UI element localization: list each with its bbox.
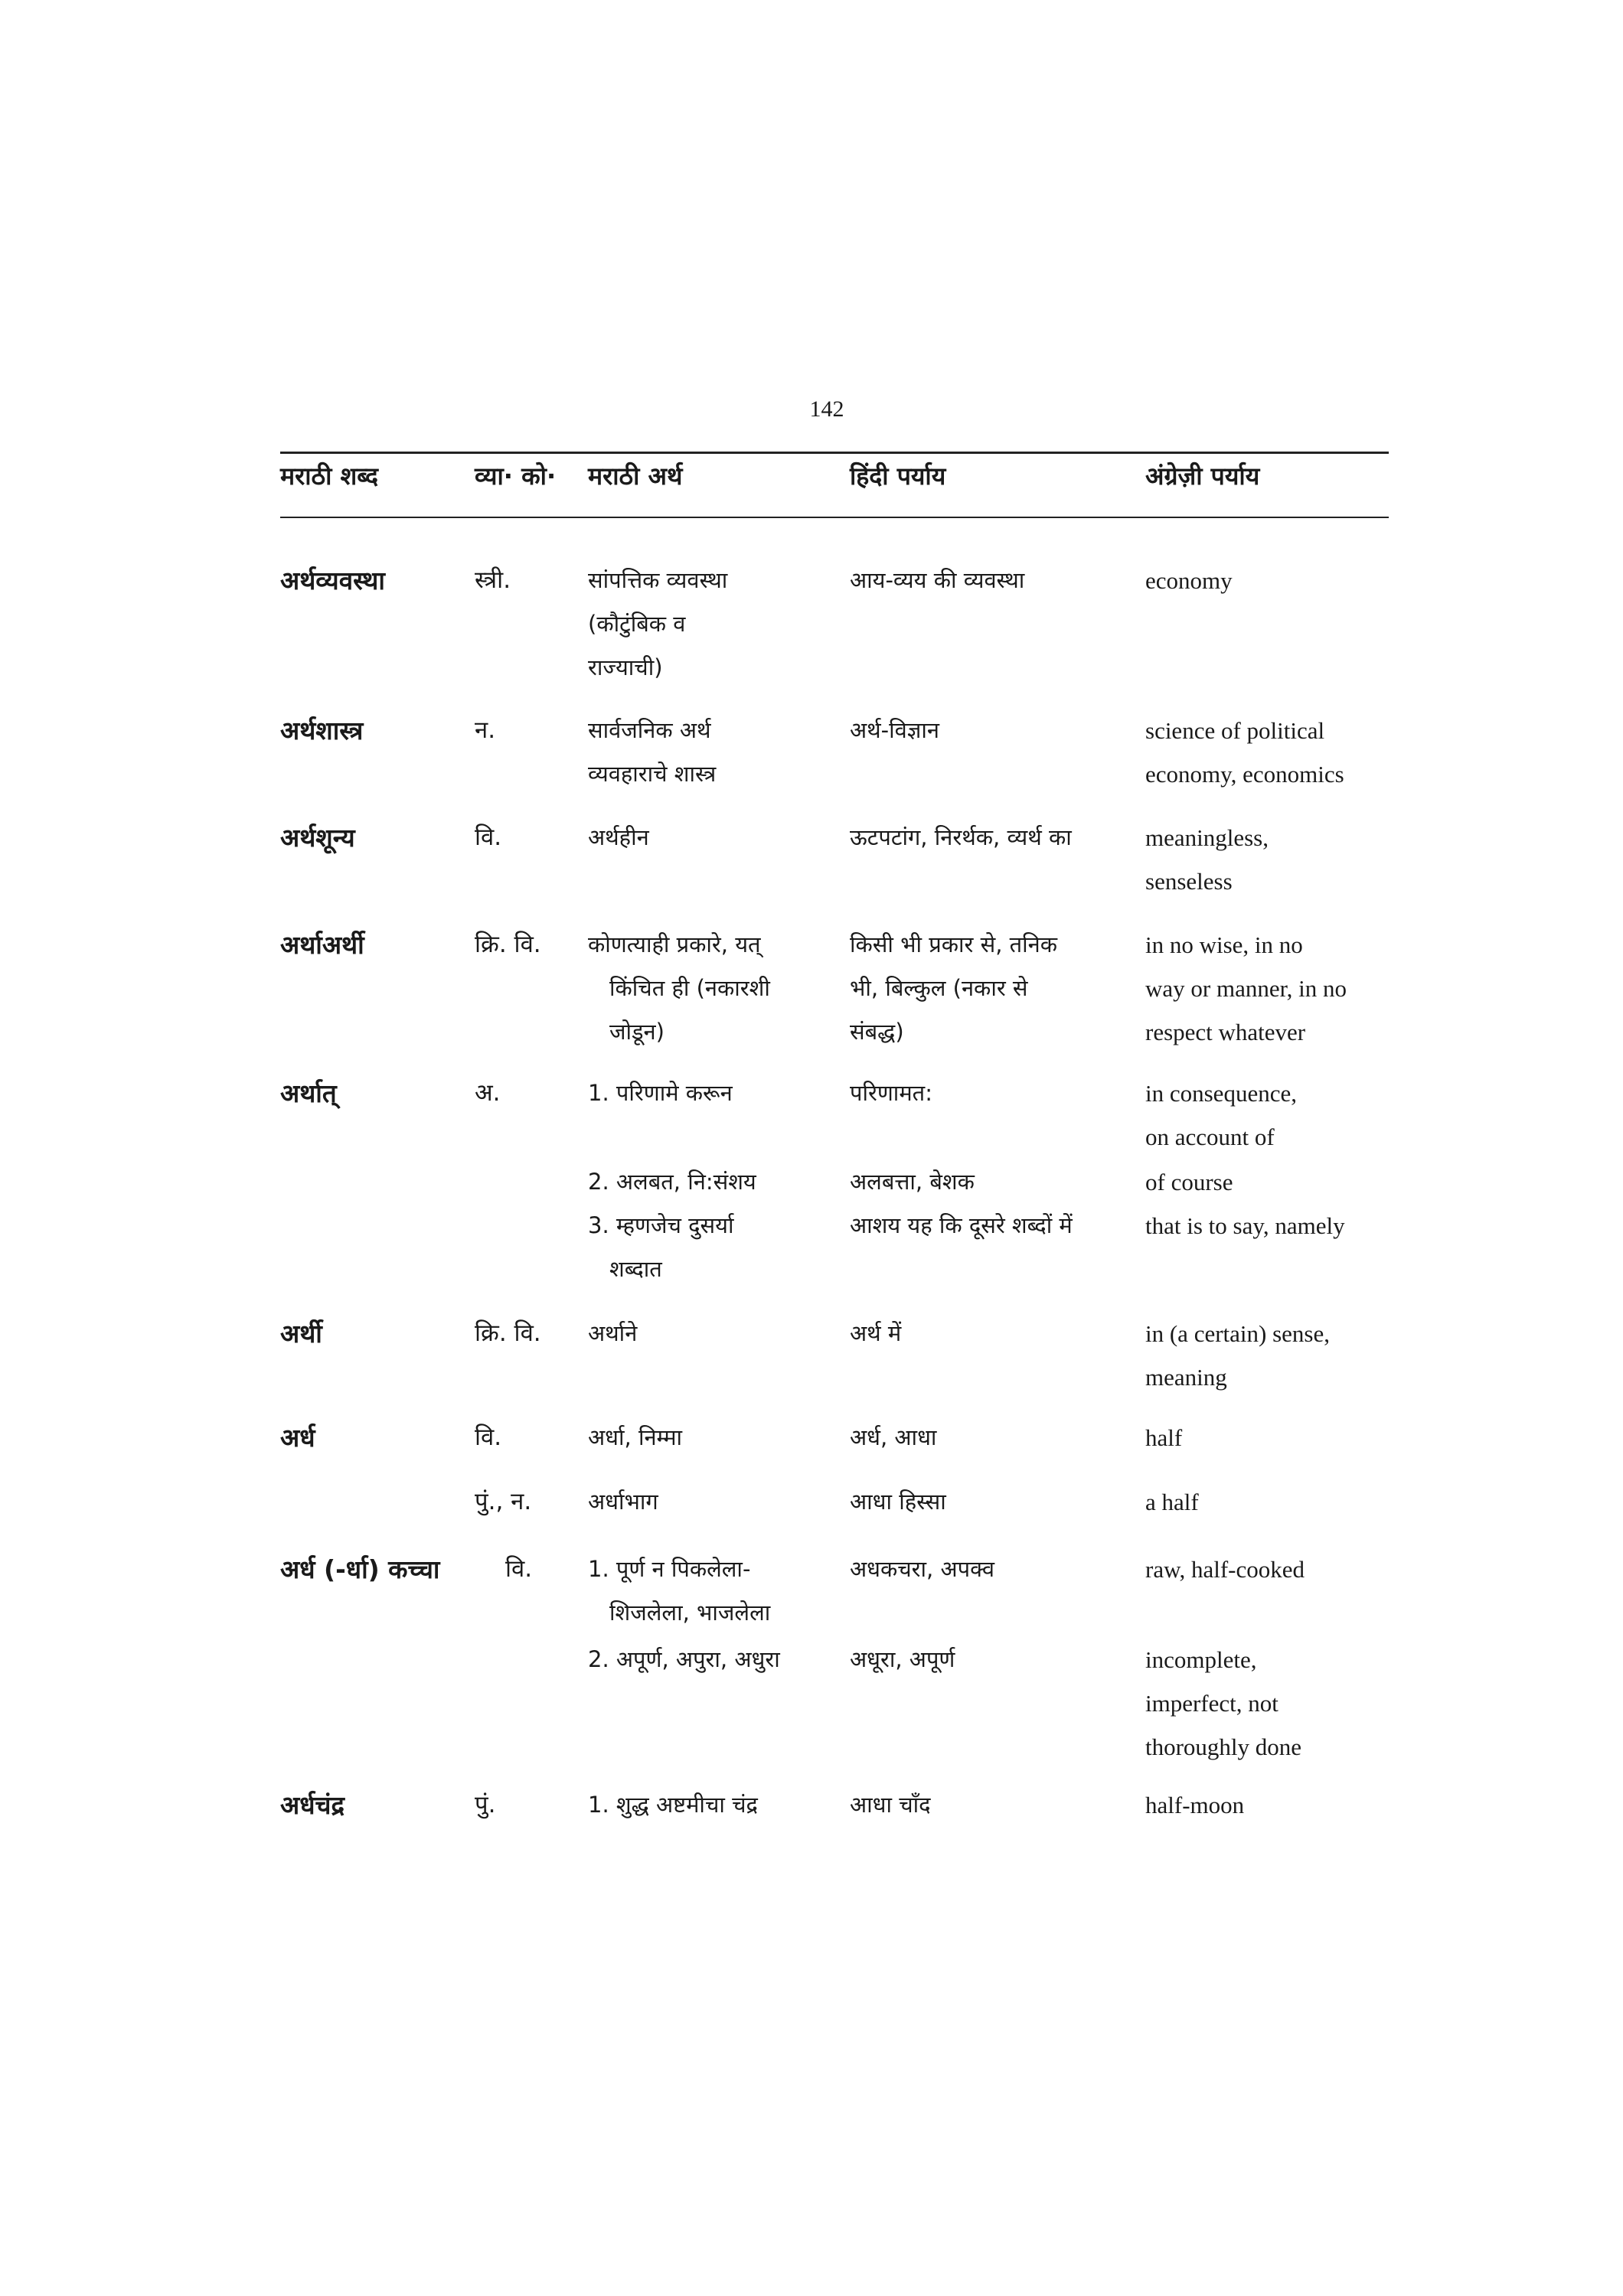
entry-hindi-synonym: अलबत्ता, बेशक <box>850 1169 975 1195</box>
entry-english-synonym: half <box>1145 1424 1183 1451</box>
entry-marathi-meaning: सार्वजनिक अर्थ व्यवहाराचे शास्त्र <box>588 717 717 787</box>
table-top-rule <box>280 452 1389 454</box>
entry-marathi-meaning: अर्धाभाग <box>588 1489 658 1515</box>
entry-hindi-synonym: आय-व्यय की व्यवस्था <box>850 567 1025 593</box>
entry-word: अर्धचंद्र <box>280 1790 345 1820</box>
entry-grammar: स्त्री. <box>475 566 511 594</box>
entry-marathi-meaning: सांपत्तिक व्यवस्था (कौटुंबिक व राज्याची) <box>588 567 728 680</box>
entry-grammar: वि. <box>475 823 502 851</box>
entry-english-synonym: in consequence, on account of <box>1145 1080 1297 1150</box>
entry-hindi-synonym: ऊटपटांग, निरर्थक, व्यर्थ का <box>850 824 1072 850</box>
table-header <box>0 459 1623 513</box>
entry-hindi-synonym: अधकचरा, अपक्व <box>850 1556 995 1582</box>
entry-hindi-synonym: किसी भी प्रकार से, तनिक भी, बिल्कुल (नकार से संबद्ध) <box>850 931 1058 1045</box>
entry-word: अर्थी <box>280 1319 322 1349</box>
entry-hindi-synonym: अर्थ में <box>850 1320 902 1346</box>
entry-grammar: वि. <box>475 1424 502 1451</box>
entry-marathi-meaning: अर्धा, निम्मा <box>588 1424 683 1450</box>
entry-english-synonym: economy <box>1145 567 1233 594</box>
entry-marathi-meaning: अर्थहीन <box>588 824 649 850</box>
entry-word: अर्थशून्य <box>280 823 355 853</box>
entry-grammar: न. <box>475 716 496 744</box>
header-grammar: व्या· को· <box>475 461 557 491</box>
entry-english-synonym: raw, half-cooked <box>1145 1556 1305 1583</box>
entry-marathi-meaning: कोणत्याही प्रकारे, यत् किंचित ही (नकारशी जोडून) <box>588 931 770 1045</box>
header-marathi-word: मराठी शब्द <box>280 461 378 491</box>
entry-word: अर्थाअर्थी <box>280 930 364 960</box>
entry-hindi-synonym: अर्ध, आधा <box>850 1424 937 1450</box>
entry-hindi-synonym: आधा चाँद <box>850 1792 931 1818</box>
entry-grammar: क्रि. वि. <box>475 931 541 958</box>
entry-grammar: अ. <box>475 1079 501 1107</box>
entry-english-synonym: science of political economy, economics <box>1145 717 1344 788</box>
header-english-synonym: अंग्रेज़ी पर्याय <box>1145 461 1260 491</box>
entry-english-synonym: in (a certain) sense, meaning <box>1145 1320 1330 1391</box>
entry-english-synonym: that is to say, namely <box>1145 1212 1345 1239</box>
table-header-rule <box>280 517 1389 518</box>
entry-english-synonym: meaningless, senseless <box>1145 824 1269 895</box>
entry-marathi-meaning: 3. म्हणजेच दुसर्या शब्दात <box>588 1212 734 1282</box>
entry-grammar: वि. <box>505 1555 533 1583</box>
entry-english-synonym: in no wise, in no way or manner, in no respect whatever <box>1145 931 1347 1045</box>
entry-english-synonym: a half <box>1145 1489 1199 1515</box>
header-hindi-synonym: हिंदी पर्याय <box>850 461 946 491</box>
entry-hindi-synonym: अर्थ-विज्ञान <box>850 717 939 743</box>
page-number: 142 <box>809 396 844 422</box>
entry-word: अर्थात् <box>280 1078 337 1108</box>
entry-marathi-meaning: 1. शुद्ध अष्टमीचा चंद्र <box>588 1792 758 1818</box>
entry-marathi-meaning: 1. पूर्ण न पिकलेला- शिजलेला, भाजलेला <box>588 1556 771 1626</box>
entry-grammar: पुं. <box>475 1791 496 1818</box>
entry-hindi-synonym: अधूरा, अपूर्ण <box>850 1646 955 1672</box>
entry-english-synonym: incomplete, imperfect, not thoroughly done <box>1145 1646 1302 1760</box>
entry-hindi-synonym: आशय यह कि दूसरे शब्दों में <box>850 1212 1073 1238</box>
entry-english-synonym: of course <box>1145 1169 1233 1195</box>
entry-hindi-synonym: आधा हिस्सा <box>850 1489 946 1515</box>
entry-marathi-meaning: 2. अपूर्ण, अपुरा, अधुरा <box>588 1646 780 1672</box>
entry-grammar: क्रि. वि. <box>475 1319 541 1347</box>
entry-word: अर्थव्यवस्था <box>280 566 385 595</box>
header-marathi-meaning: मराठी अर्थ <box>588 461 683 491</box>
entry-english-synonym: half-moon <box>1145 1792 1245 1818</box>
entry-marathi-meaning: 1. परिणामे करून <box>588 1080 733 1106</box>
entry-grammar: पुं., न. <box>475 1488 532 1515</box>
entry-word: अर्थशास्त्र <box>280 716 364 745</box>
entry-marathi-meaning: 2. अलबत, नि:संशय <box>588 1169 756 1195</box>
entry-marathi-meaning: अर्थाने <box>588 1320 638 1346</box>
entry-word: अर्ध (-र्धा) कच्चा <box>280 1554 440 1584</box>
entry-word: अर्ध <box>280 1423 315 1453</box>
entry-hindi-synonym: परिणामत: <box>850 1080 932 1106</box>
